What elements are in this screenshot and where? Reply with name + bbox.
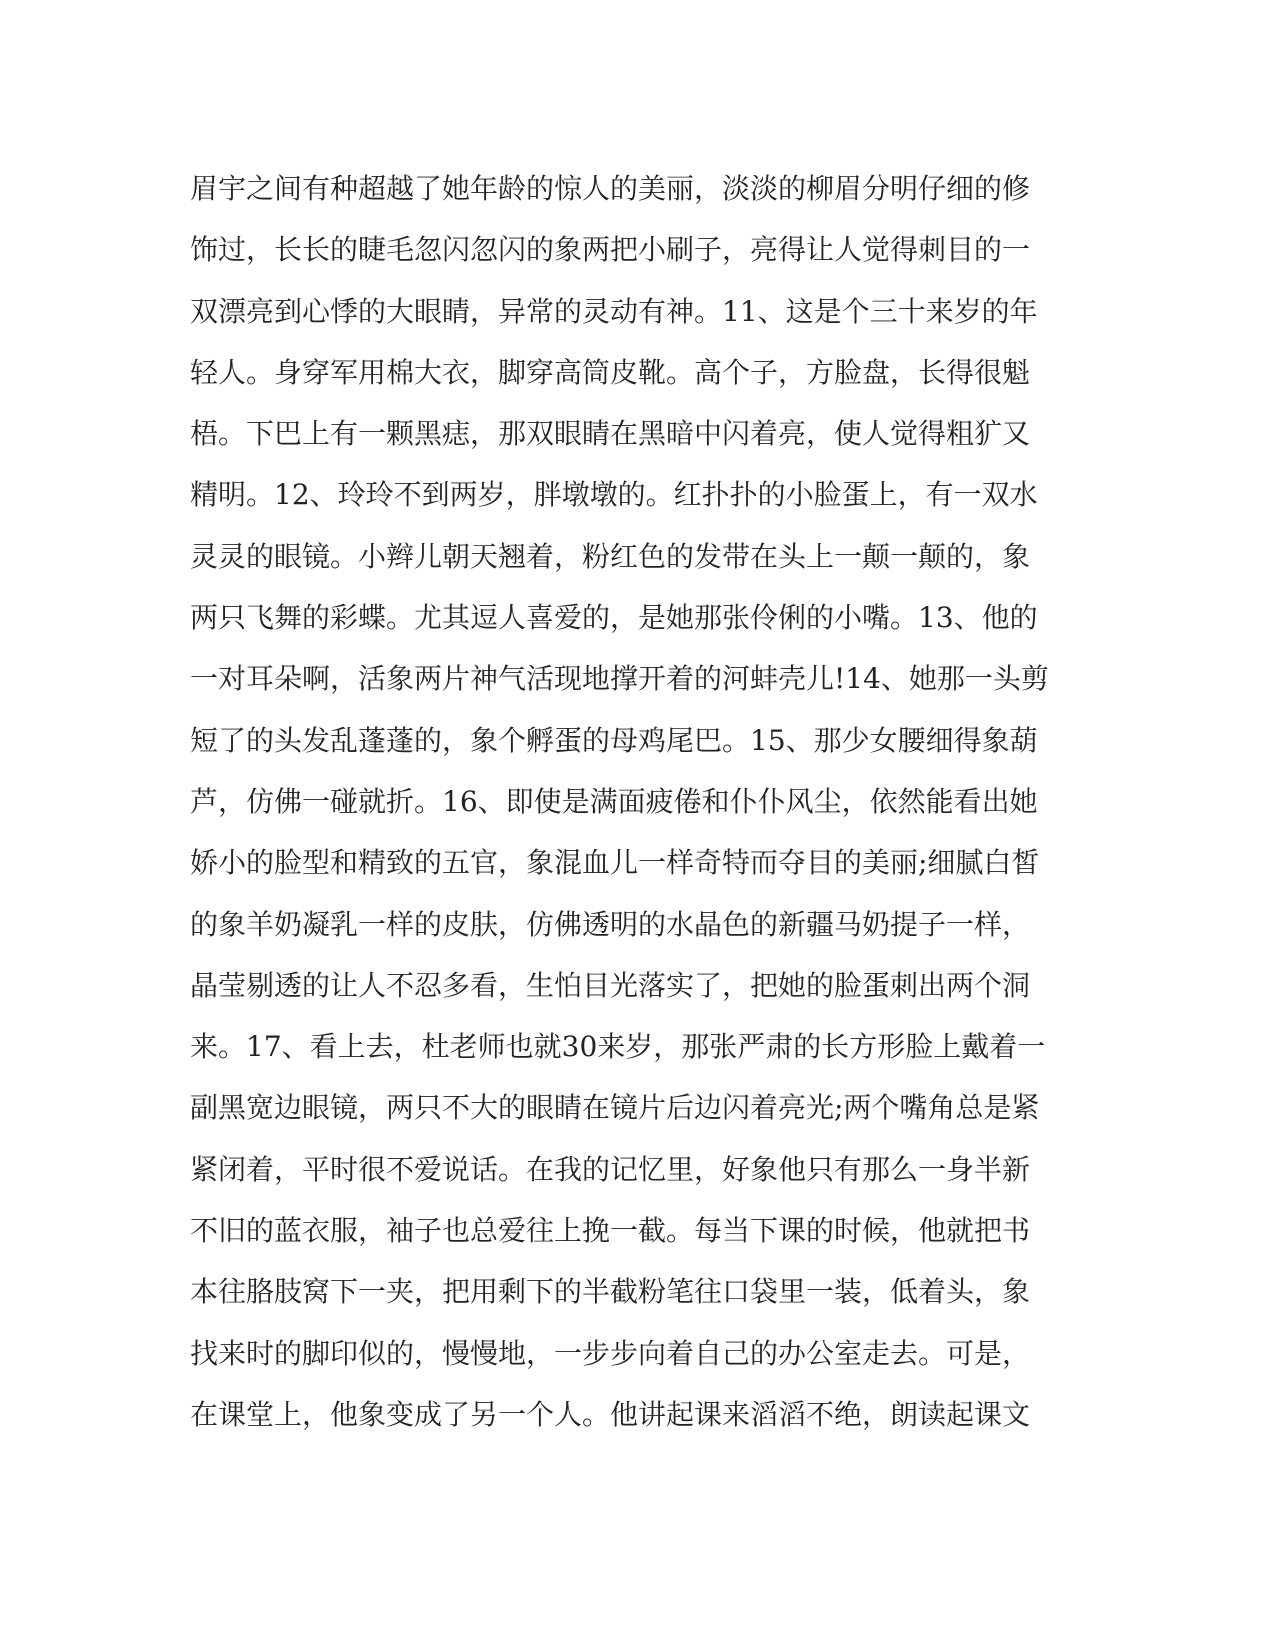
- text-line: 来。17、看上去，杜老师也就30来岁，那张严肃的长方形脸上戴着一: [190, 1030, 1046, 1064]
- text-line: 本往胳肢窝下一夹，把用剩下的半截粉笔往口袋里一装，低着头，象: [190, 1275, 1031, 1309]
- text-line: 晶莹剔透的让人不忍多看，生怕目光落实了，把她的脸蛋刺出两个洞: [190, 968, 1031, 1002]
- text-line: 眉宇之间有种超越了她年龄的惊人的美丽，淡淡的柳眉分明仔细的修: [190, 172, 1031, 205]
- text-line: 一对耳朵啊，活象两片神气活现地撑开着的河蚌壳儿!14、她那一头剪: [190, 662, 1049, 696]
- text-line: 的象羊奶凝乳一样的皮肤，仿佛透明的水晶色的新疆马奶提子一样，: [190, 907, 1031, 941]
- text-line: 娇小的脸型和精致的五官，象混血儿一样奇特而夺目的美丽;细腻白皙: [190, 846, 1040, 880]
- text-line: 副黑宽边眼镜，两只不大的眼睛在镜片后边闪着亮光;两个嘴角总是紧: [190, 1091, 1040, 1125]
- text-line: 紧闭着，平时很不爱说话。在我的记忆里，好象他只有那么一身半新: [190, 1152, 1031, 1186]
- text-line: 梧。下巴上有一颗黑痣，那双眼睛在黑暗中闪着亮，使人觉得粗犷又: [190, 417, 1031, 451]
- text-line: 短了的头发乱蓬蓬的，象个孵蛋的母鸡尾巴。15、那少女腰细得象葫: [190, 723, 1038, 757]
- body-text: [190, 158, 1080, 1445]
- text-line: 不旧的蓝衣服，袖子也总爱往上挽一截。每当下课的时候，他就把书: [190, 1214, 1031, 1248]
- text-line: 在课堂上，他象变成了另一个人。他讲起课来滔滔不绝，朗读起课文: [190, 1397, 1031, 1431]
- text-line: 芦，仿佛一碰就折。16、即使是满面疲倦和仆仆风尘，依然能看出她: [190, 784, 1038, 818]
- text-line: 找来时的脚印似的，慢慢地，一步步向着自己的办公室走去。可是，: [190, 1336, 1031, 1370]
- text-line: 饰过，长长的睫毛忽闪忽闪的象两把小刷子，亮得让人觉得刺目的一: [190, 233, 1031, 267]
- text-line: 灵灵的眼镜。小辫儿朝天翘着，粉红色的发带在头上一颠一颠的，象: [190, 539, 1031, 573]
- text-line: 两只飞舞的彩蝶。尤其逗人喜爱的，是她那张伶俐的小嘴。13、他的: [190, 601, 1038, 635]
- text-line: 轻人。身穿军用棉大衣，脚穿高筒皮靴。高个子，方脸盘，长得很魁: [190, 355, 1031, 389]
- text-line: 双漂亮到心悸的大眼睛，异常的灵动有神。11、这是个三十来岁的年: [190, 294, 1038, 328]
- text-line: 精明。12、玲玲不到两岁，胖墩墩的。红扑扑的小脸蛋上，有一双水: [190, 478, 1038, 512]
